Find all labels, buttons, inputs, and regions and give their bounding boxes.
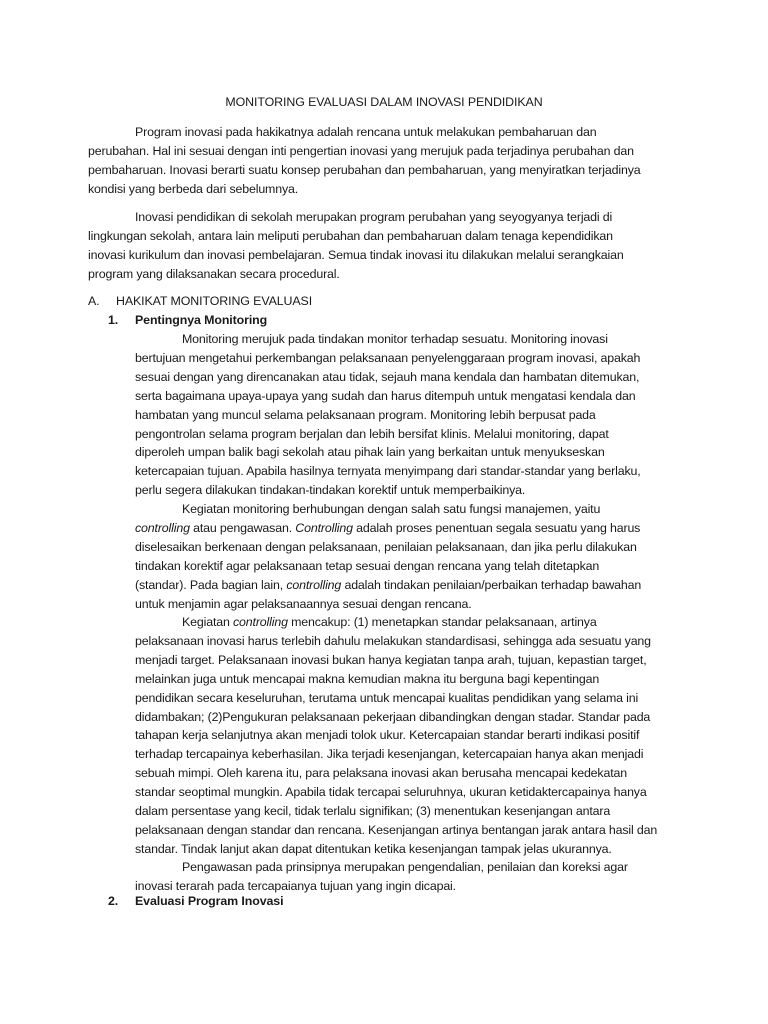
paragraph-line: pengontrolan selama program berjalan dan lebih bersifat klinis. Melalui monitoring, dapat (135, 426, 609, 441)
paragraph-line: tahapan kerja selanjutnya akan menjadi tolok ukur. Ketercapaian standar berarti indikasi positif (135, 728, 640, 743)
paragraph-line: standar seoptimal mungkin. Apabila tidak tercapai seluruhnya, ukuran ketidaktercapainya hanya (135, 785, 647, 800)
section-a-heading (88, 292, 312, 311)
paragraph-line: Monitoring merujuk pada tindakan monitor terhadap sesuatu. Monitoring inovasi (182, 332, 608, 346)
paragraph-line: untuk menjamin agar pelaksanaannya sesuai dengan rencana. (135, 596, 472, 611)
section-a-title: HAKIKAT MONITORING EVALUASI (116, 294, 313, 308)
paragraph-line: perubahan. Hal ini sesuai dengan inti pengertian inovasi yang merujuk pada terjadinya perubahan dan (88, 143, 634, 158)
paragraph-line: menjadi target. Pelaksanaan inovasi bukan hanya kegiatan tanpa arah, tujuan, kepastian target, (135, 652, 647, 667)
subsection-1-heading (108, 311, 267, 330)
paragraph-line: perlu segera dilakukan tindakan-tindakan korektif untuk memperbaikinya. (135, 483, 526, 498)
paragraph-line: hambatan yang muncul selama pelaksanaan program. Monitoring lebih berpusat pada (135, 407, 596, 422)
subsection-1-marker: 1. (108, 313, 119, 327)
paragraph-line: Kegiatan controlling mencakup: (1) menetapkan standar pelaksanaan, artinya (182, 615, 597, 629)
paragraph-line: kondisi yang berbeda dari sebelumnya. (88, 181, 299, 196)
paragraph-line: Pengawasan pada prinsipnya merupakan pengendalian, penilaian dan koreksi agar (182, 860, 628, 874)
paragraph-line: Inovasi pendidikan di sekolah merupakan program perubahan yang seyogyanya terjadi di (135, 210, 613, 224)
paragraph-line: controlling atau pengawasan. Controlling adalah proses penentuan segala sesuatu yang harus (135, 520, 641, 535)
document-title: MONITORING EVALUASI DALAM INOVASI PENDIDIKAN (225, 95, 543, 109)
section-a-marker: A. (88, 294, 100, 308)
subsection-2-title: Evaluasi Program Inovasi (135, 894, 284, 908)
paragraph-line: didambakan; (2)Pengukuran pelaksanaan pekerjaan dibandingkan dengan stadar. Standar pada (135, 709, 651, 724)
paragraph-line: pelaksanaan dengan standar dan rencana. Kesenjangan artinya bentangan jarak antara hasil dan (135, 822, 658, 837)
monitoring-paragraph-1 (135, 330, 675, 500)
intro-paragraph-2 (88, 208, 674, 284)
paragraph-line: sebuah mimpi. Oleh karena itu, para pelaksana inovasi akan berusaha mencapai kedekatan (135, 766, 627, 781)
subsection-1-title: Pentingnya Monitoring (135, 313, 268, 327)
paragraph-line: serta bagaimana upaya-upaya yang sudah dan harus ditempuh untuk mengatasi kendala dan (135, 388, 636, 403)
paragraph-line: inovasi terarah pada tercapaianya tujuan yang ingin dicapai. (135, 878, 456, 893)
monitoring-paragraph-4 (135, 858, 675, 896)
paragraph-line: terhadap tercapainya keberhasilan. Jika terjadi kesenjangan, ketercapaian hanya akan menjadi (135, 747, 644, 762)
paragraph-line: program yang dilaksanakan secara procedural. (88, 266, 340, 281)
paragraph-line: bertujuan mengetahui perkembangan pelaksanaan penyelenggaraan program inovasi, apakah (135, 350, 641, 365)
paragraph-line: ketercapaian tujuan. Apabila hasilnya ternyata menyimpang dari standar-standar yang berlaku, (135, 464, 641, 479)
paragraph-line: pendidikan secara keseluruhan, terutama untuk mencapai kualitas pendidikan yang selama ini (135, 690, 639, 705)
paragraph-line: pelaksanaan inovasi harus terlebih dahulu melakukan standardisasi, sehingga ada sesuatu yang (135, 633, 651, 648)
paragraph-line: dalam persentase yang kecil, tidak terlalu signifikan; (3) menentukan kesenjangan antara (135, 804, 611, 819)
paragraph-line: diselesaikan berkenaan dengan pelaksanaan, penilaian pelaksanaan, dan jika perlu dilakukan (135, 539, 637, 554)
subsection-2-marker: 2. (108, 894, 119, 908)
monitoring-paragraph-2 (135, 500, 675, 613)
paragraph-line: tindakan korektif agar pelaksanaan tetap sesuai dengan rencana yang telah ditetapkan (135, 558, 600, 573)
paragraph-line: diperoleh umpan balik bagi sekolah atau pihak lain yang berkaitan untuk menyukseskan (135, 445, 605, 460)
paragraph-line: melainkan juga untuk mencapai makna kemudian makna itu berguna bagi kepentingan (135, 671, 600, 686)
paragraph-line: Program inovasi pada hakikatnya adalah rencana untuk melakukan pembaharuan dan (135, 125, 597, 139)
paragraph-line: lingkungan sekolah, antara lain meliputi perubahan dan pembaharuan dalam tenaga kependidikan (88, 228, 613, 243)
paragraph-line: pembaharuan. Inovasi berarti suatu konsep perubahan dan pembaharuan, yang menyiratkan terjadinya (88, 162, 641, 177)
paragraph-line: Kegiatan monitoring berhubungan dengan salah satu fungsi manajemen, yaitu (182, 502, 601, 516)
paragraph-line: sesuai dengan yang direncanakan atau tidak, sejauh mana kendala dan hambatan ditemukan, (135, 369, 640, 384)
paragraph-line: inovasi kurikulum dan inovasi pembelajaran. Semua tindak inovasi itu dilakukan melalui serangkaian (88, 247, 624, 262)
subsection-2-heading (108, 892, 283, 911)
monitoring-paragraph-3 (135, 613, 675, 859)
paragraph-line: standar. Tindak lanjut akan dapat ditentukan ketika kesenjangan tampak jelas ukurannya. (135, 841, 612, 856)
paragraph-line: (standar). Pada bagian lain, controlling adalah tindakan penilaian/perbaikan terhadap bawahan (135, 577, 642, 592)
intro-paragraph-1 (88, 123, 674, 199)
